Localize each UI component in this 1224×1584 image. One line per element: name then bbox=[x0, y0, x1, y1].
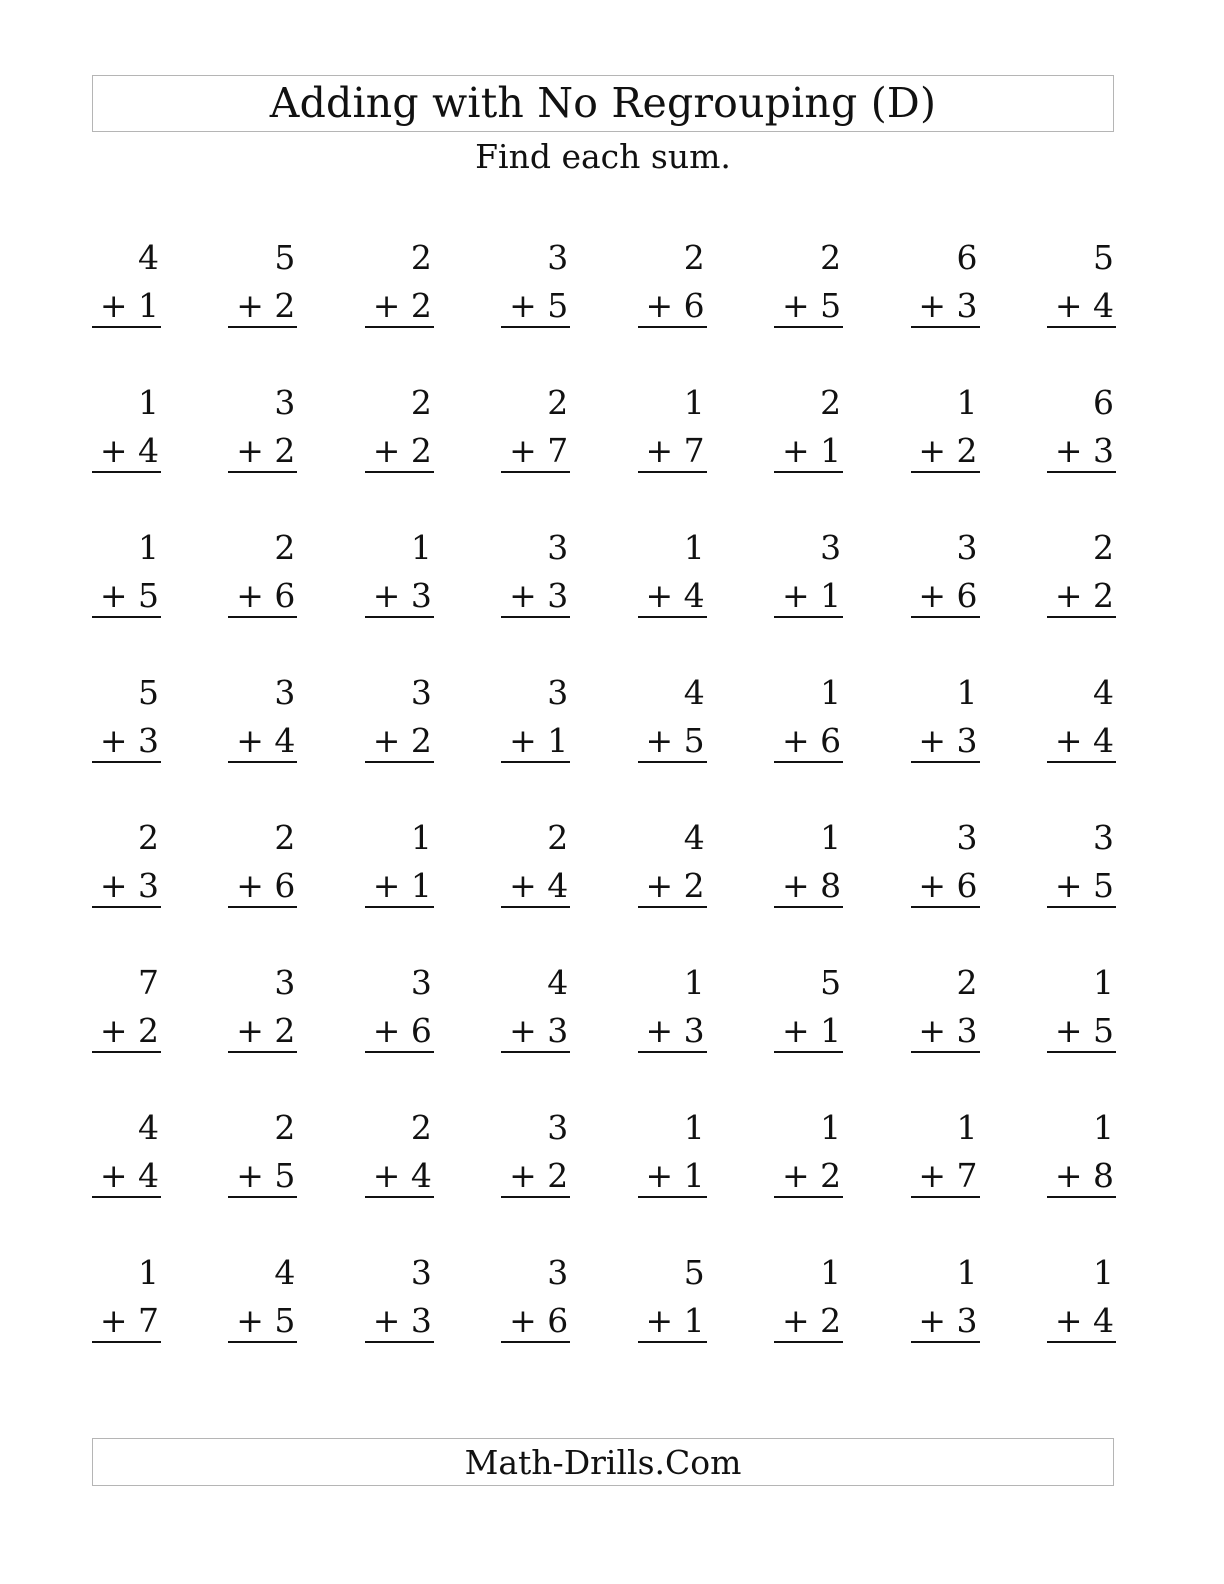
addition-problem bbox=[228, 816, 297, 905]
addition-problem bbox=[638, 1106, 707, 1195]
problem-top-addend: 3 bbox=[274, 383, 296, 422]
problem-top-addend: 3 bbox=[956, 818, 978, 857]
answer-line bbox=[228, 1051, 297, 1053]
problem-top-addend: 1 bbox=[1092, 1253, 1114, 1292]
problem-bottom-addend: + 4 bbox=[99, 1156, 159, 1195]
problem-top-addend: 3 bbox=[1092, 818, 1114, 857]
problem-top-addend: 7 bbox=[138, 963, 159, 1002]
answer-line bbox=[365, 1051, 434, 1053]
addition-problem bbox=[774, 816, 843, 905]
answer-line bbox=[365, 471, 434, 473]
problem-top-addend: 6 bbox=[956, 238, 978, 277]
problem-top-addend: 2 bbox=[956, 963, 978, 1002]
addition-problem bbox=[774, 236, 843, 325]
addition-problem bbox=[774, 381, 843, 470]
answer-line bbox=[501, 906, 570, 908]
answer-line bbox=[501, 471, 570, 473]
addition-problem bbox=[365, 236, 434, 325]
problem-bottom-addend: + 7 bbox=[645, 431, 705, 470]
answer-line bbox=[228, 326, 297, 328]
answer-line bbox=[365, 616, 434, 618]
answer-line bbox=[774, 761, 843, 763]
problem-top-addend: 3 bbox=[410, 963, 432, 1002]
answer-line bbox=[638, 761, 707, 763]
problem-top-addend: 4 bbox=[683, 673, 705, 712]
problem-top-addend: 1 bbox=[410, 528, 432, 567]
problem-bottom-addend: + 4 bbox=[1054, 721, 1114, 760]
problem-top-addend: 4 bbox=[274, 1253, 296, 1292]
problem-top-addend: 2 bbox=[820, 238, 842, 277]
problem-bottom-addend: + 2 bbox=[372, 431, 432, 470]
problem-top-addend: 2 bbox=[410, 383, 432, 422]
problem-bottom-addend: + 8 bbox=[1054, 1156, 1114, 1195]
addition-problem bbox=[638, 1251, 707, 1340]
answer-line bbox=[501, 326, 570, 328]
problem-bottom-addend: + 6 bbox=[236, 576, 296, 615]
problem-bottom-addend: + 5 bbox=[645, 721, 705, 760]
problem-top-addend: 5 bbox=[274, 238, 296, 277]
answer-line bbox=[501, 1341, 570, 1343]
problem-top-addend: 2 bbox=[820, 383, 842, 422]
problem-bottom-addend: + 2 bbox=[918, 431, 978, 470]
problem-bottom-addend: + 4 bbox=[1054, 1301, 1114, 1340]
answer-line bbox=[911, 471, 980, 473]
problem-bottom-addend: + 5 bbox=[236, 1301, 296, 1340]
addition-problem bbox=[1047, 671, 1116, 760]
problem-top-addend: 1 bbox=[956, 1253, 978, 1292]
problem-top-addend: 4 bbox=[138, 1108, 159, 1147]
problem-top-addend: 2 bbox=[274, 818, 296, 857]
problem-bottom-addend: + 3 bbox=[99, 866, 159, 905]
answer-line bbox=[92, 471, 161, 473]
problem-top-addend: 3 bbox=[956, 528, 978, 567]
answer-line bbox=[501, 761, 570, 763]
addition-problem bbox=[92, 236, 161, 325]
addition-problem bbox=[911, 671, 980, 760]
addition-problem bbox=[501, 381, 570, 470]
problem-top-addend: 1 bbox=[1092, 1108, 1114, 1147]
answer-line bbox=[1047, 471, 1116, 473]
addition-problem bbox=[365, 1106, 434, 1195]
addition-problem bbox=[774, 961, 843, 1050]
problem-bottom-addend: + 5 bbox=[781, 286, 842, 325]
answer-line bbox=[365, 1341, 434, 1343]
answer-line bbox=[501, 616, 570, 618]
problem-bottom-addend: + 2 bbox=[372, 286, 432, 325]
problem-top-addend: 1 bbox=[956, 673, 978, 712]
problem-top-addend: 4 bbox=[138, 238, 159, 277]
answer-line bbox=[911, 1196, 980, 1198]
problem-top-addend: 1 bbox=[683, 383, 705, 422]
problem-top-addend: 3 bbox=[410, 1253, 432, 1292]
addition-problem bbox=[638, 381, 707, 470]
addition-problem bbox=[774, 1106, 843, 1195]
problem-top-addend: 1 bbox=[683, 1108, 705, 1147]
problem-top-addend: 1 bbox=[683, 528, 705, 567]
problem-top-addend: 4 bbox=[683, 818, 705, 857]
problem-bottom-addend: + 5 bbox=[99, 576, 159, 615]
addition-problem bbox=[365, 381, 434, 470]
problem-bottom-addend: + 4 bbox=[645, 576, 705, 615]
problem-bottom-addend: + 2 bbox=[781, 1301, 842, 1340]
problem-bottom-addend: + 1 bbox=[781, 576, 842, 615]
problem-bottom-addend: + 6 bbox=[236, 866, 296, 905]
answer-line bbox=[365, 906, 434, 908]
problem-bottom-addend: + 4 bbox=[236, 721, 296, 760]
addition-problem bbox=[911, 816, 980, 905]
addition-problem bbox=[365, 671, 434, 760]
problem-top-addend: 2 bbox=[547, 818, 569, 857]
problem-bottom-addend: + 2 bbox=[645, 866, 705, 905]
problem-bottom-addend: + 6 bbox=[918, 866, 978, 905]
answer-line bbox=[774, 1051, 843, 1053]
addition-problem bbox=[365, 816, 434, 905]
problem-top-addend: 1 bbox=[956, 1108, 978, 1147]
answer-line bbox=[1047, 1341, 1116, 1343]
addition-problem bbox=[228, 1106, 297, 1195]
answer-line bbox=[228, 616, 297, 618]
footer-box bbox=[92, 1438, 1114, 1486]
problem-top-addend: 4 bbox=[1092, 673, 1114, 712]
answer-line bbox=[92, 906, 161, 908]
answer-line bbox=[92, 616, 161, 618]
problem-top-addend: 2 bbox=[274, 1108, 296, 1147]
answer-line bbox=[911, 1051, 980, 1053]
addition-problem bbox=[774, 671, 843, 760]
addition-problem bbox=[911, 961, 980, 1050]
addition-problem bbox=[638, 961, 707, 1050]
answer-line bbox=[92, 1196, 161, 1198]
answer-line bbox=[638, 1051, 707, 1053]
problem-bottom-addend: + 3 bbox=[509, 1011, 569, 1050]
footer-site-name: Math-Drills.Com bbox=[464, 1442, 742, 1482]
addition-problem bbox=[228, 526, 297, 615]
answer-line bbox=[228, 761, 297, 763]
addition-problem bbox=[228, 961, 297, 1050]
problem-top-addend: 3 bbox=[274, 963, 296, 1002]
problem-top-addend: 2 bbox=[410, 1108, 432, 1147]
answer-line bbox=[638, 471, 707, 473]
problem-bottom-addend: + 6 bbox=[509, 1301, 569, 1340]
problem-bottom-addend: + 3 bbox=[918, 1011, 978, 1050]
answer-line bbox=[92, 1051, 161, 1053]
problem-bottom-addend: + 8 bbox=[781, 866, 842, 905]
answer-line bbox=[92, 761, 161, 763]
problem-bottom-addend: + 6 bbox=[645, 286, 705, 325]
problem-bottom-addend: + 2 bbox=[372, 721, 432, 760]
problem-bottom-addend: + 4 bbox=[99, 431, 159, 470]
problem-top-addend: 3 bbox=[820, 528, 842, 567]
answer-line bbox=[774, 1341, 843, 1343]
addition-problem bbox=[638, 526, 707, 615]
problem-bottom-addend: + 2 bbox=[781, 1156, 842, 1195]
problem-top-addend: 3 bbox=[547, 1253, 569, 1292]
problem-top-addend: 2 bbox=[410, 238, 432, 277]
addition-problem bbox=[1047, 381, 1116, 470]
problem-top-addend: 1 bbox=[820, 1253, 842, 1292]
problem-bottom-addend: + 2 bbox=[99, 1011, 159, 1050]
problem-top-addend: 1 bbox=[683, 963, 705, 1002]
problem-bottom-addend: + 1 bbox=[645, 1156, 705, 1195]
addition-problem bbox=[501, 1251, 570, 1340]
problem-bottom-addend: + 1 bbox=[781, 1011, 842, 1050]
addition-problem bbox=[501, 671, 570, 760]
addition-problem bbox=[501, 526, 570, 615]
problem-bottom-addend: + 6 bbox=[372, 1011, 432, 1050]
problem-top-addend: 2 bbox=[138, 818, 159, 857]
problem-top-addend: 5 bbox=[1092, 238, 1114, 277]
addition-problem bbox=[911, 1251, 980, 1340]
answer-line bbox=[638, 1196, 707, 1198]
problem-top-addend: 1 bbox=[138, 1253, 159, 1292]
problem-bottom-addend: + 2 bbox=[236, 1011, 296, 1050]
problem-top-addend: 3 bbox=[547, 528, 569, 567]
problem-bottom-addend: + 4 bbox=[1054, 286, 1114, 325]
addition-problem bbox=[774, 1251, 843, 1340]
addition-problem bbox=[1047, 236, 1116, 325]
problem-bottom-addend: + 5 bbox=[1054, 866, 1114, 905]
problem-bottom-addend: + 3 bbox=[509, 576, 569, 615]
addition-problem bbox=[92, 816, 161, 905]
answer-line bbox=[228, 1341, 297, 1343]
answer-line bbox=[911, 1341, 980, 1343]
answer-line bbox=[228, 1196, 297, 1198]
addition-problem bbox=[92, 961, 161, 1050]
addition-problem bbox=[501, 961, 570, 1050]
problem-top-addend: 1 bbox=[820, 673, 842, 712]
problem-bottom-addend: + 1 bbox=[509, 721, 569, 760]
problem-top-addend: 3 bbox=[547, 673, 569, 712]
addition-problem bbox=[92, 1251, 161, 1340]
answer-line bbox=[1047, 1051, 1116, 1053]
problem-top-addend: 1 bbox=[138, 528, 159, 567]
problem-bottom-addend: + 7 bbox=[918, 1156, 978, 1195]
problem-grid bbox=[92, 236, 1115, 1340]
problem-bottom-addend: + 6 bbox=[918, 576, 978, 615]
problem-bottom-addend: + 3 bbox=[99, 721, 159, 760]
addition-problem bbox=[911, 381, 980, 470]
addition-problem bbox=[1047, 816, 1116, 905]
problem-top-addend: 1 bbox=[138, 383, 159, 422]
problem-bottom-addend: + 1 bbox=[372, 866, 432, 905]
problem-bottom-addend: + 1 bbox=[781, 431, 842, 470]
problem-top-addend: 1 bbox=[820, 1108, 842, 1147]
problem-bottom-addend: + 1 bbox=[645, 1301, 705, 1340]
problem-bottom-addend: + 3 bbox=[918, 721, 978, 760]
answer-line bbox=[1047, 761, 1116, 763]
answer-line bbox=[92, 1341, 161, 1343]
addition-problem bbox=[1047, 961, 1116, 1050]
addition-problem bbox=[228, 381, 297, 470]
addition-problem bbox=[638, 236, 707, 325]
problem-top-addend: 1 bbox=[410, 818, 432, 857]
addition-problem bbox=[92, 381, 161, 470]
answer-line bbox=[1047, 326, 1116, 328]
addition-problem bbox=[1047, 526, 1116, 615]
problem-bottom-addend: + 2 bbox=[1054, 576, 1114, 615]
answer-line bbox=[774, 906, 843, 908]
problem-top-addend: 2 bbox=[547, 383, 569, 422]
title-box bbox=[92, 75, 1114, 132]
addition-problem bbox=[638, 816, 707, 905]
answer-line bbox=[501, 1051, 570, 1053]
problem-top-addend: 5 bbox=[138, 673, 159, 712]
problem-top-addend: 5 bbox=[820, 963, 842, 1002]
addition-problem bbox=[1047, 1251, 1116, 1340]
answer-line bbox=[1047, 1196, 1116, 1198]
problem-top-addend: 2 bbox=[683, 238, 705, 277]
addition-problem bbox=[92, 526, 161, 615]
problem-bottom-addend: + 3 bbox=[372, 1301, 432, 1340]
addition-problem bbox=[365, 526, 434, 615]
addition-problem bbox=[638, 671, 707, 760]
answer-line bbox=[774, 471, 843, 473]
addition-problem bbox=[774, 526, 843, 615]
problem-bottom-addend: + 3 bbox=[918, 286, 978, 325]
worksheet-title: Adding with No Regrouping (D) bbox=[269, 79, 937, 127]
problem-bottom-addend: + 7 bbox=[99, 1301, 159, 1340]
answer-line bbox=[911, 761, 980, 763]
addition-problem bbox=[501, 236, 570, 325]
answer-line bbox=[1047, 616, 1116, 618]
addition-problem bbox=[1047, 1106, 1116, 1195]
problem-bottom-addend: + 4 bbox=[372, 1156, 432, 1195]
problem-bottom-addend: + 3 bbox=[372, 576, 432, 615]
answer-line bbox=[638, 1341, 707, 1343]
answer-line bbox=[774, 1196, 843, 1198]
problem-top-addend: 2 bbox=[1092, 528, 1114, 567]
answer-line bbox=[228, 471, 297, 473]
answer-line bbox=[638, 326, 707, 328]
answer-line bbox=[774, 326, 843, 328]
answer-line bbox=[911, 616, 980, 618]
addition-problem bbox=[911, 526, 980, 615]
problem-top-addend: 3 bbox=[274, 673, 296, 712]
answer-line bbox=[774, 616, 843, 618]
problem-bottom-addend: + 5 bbox=[509, 286, 569, 325]
problem-top-addend: 2 bbox=[274, 528, 296, 567]
answer-line bbox=[92, 326, 161, 328]
addition-problem bbox=[365, 1251, 434, 1340]
problem-bottom-addend: + 4 bbox=[509, 866, 569, 905]
problem-top-addend: 1 bbox=[1092, 963, 1114, 1002]
addition-problem bbox=[228, 1251, 297, 1340]
answer-line bbox=[365, 326, 434, 328]
worksheet-instructions: Find each sum. bbox=[475, 137, 731, 176]
problem-bottom-addend: + 5 bbox=[236, 1156, 296, 1195]
problem-top-addend: 3 bbox=[547, 1108, 569, 1147]
addition-problem bbox=[92, 671, 161, 760]
answer-line bbox=[365, 761, 434, 763]
problem-bottom-addend: + 3 bbox=[918, 1301, 978, 1340]
problem-bottom-addend: + 6 bbox=[781, 721, 842, 760]
problem-bottom-addend: + 2 bbox=[509, 1156, 569, 1195]
problem-top-addend: 3 bbox=[547, 238, 569, 277]
problem-top-addend: 1 bbox=[956, 383, 978, 422]
problem-top-addend: 4 bbox=[547, 963, 569, 1002]
answer-line bbox=[638, 616, 707, 618]
answer-line bbox=[638, 906, 707, 908]
problem-top-addend: 1 bbox=[820, 818, 842, 857]
answer-line bbox=[365, 1196, 434, 1198]
problem-bottom-addend: + 1 bbox=[99, 286, 159, 325]
answer-line bbox=[1047, 906, 1116, 908]
problem-bottom-addend: + 2 bbox=[236, 286, 296, 325]
problem-bottom-addend: + 3 bbox=[1054, 431, 1114, 470]
problem-top-addend: 6 bbox=[1092, 383, 1114, 422]
problem-bottom-addend: + 5 bbox=[1054, 1011, 1114, 1050]
addition-problem bbox=[92, 1106, 161, 1195]
answer-line bbox=[911, 326, 980, 328]
addition-problem bbox=[501, 816, 570, 905]
answer-line bbox=[501, 1196, 570, 1198]
problem-bottom-addend: + 7 bbox=[509, 431, 569, 470]
answer-line bbox=[911, 906, 980, 908]
addition-problem bbox=[501, 1106, 570, 1195]
addition-problem bbox=[911, 1106, 980, 1195]
problem-top-addend: 5 bbox=[683, 1253, 705, 1292]
addition-problem bbox=[228, 671, 297, 760]
addition-problem bbox=[228, 236, 297, 325]
addition-problem bbox=[365, 961, 434, 1050]
addition-problem bbox=[911, 236, 980, 325]
answer-line bbox=[228, 906, 297, 908]
problem-bottom-addend: + 3 bbox=[645, 1011, 705, 1050]
problem-bottom-addend: + 2 bbox=[236, 431, 296, 470]
problem-top-addend: 3 bbox=[410, 673, 432, 712]
